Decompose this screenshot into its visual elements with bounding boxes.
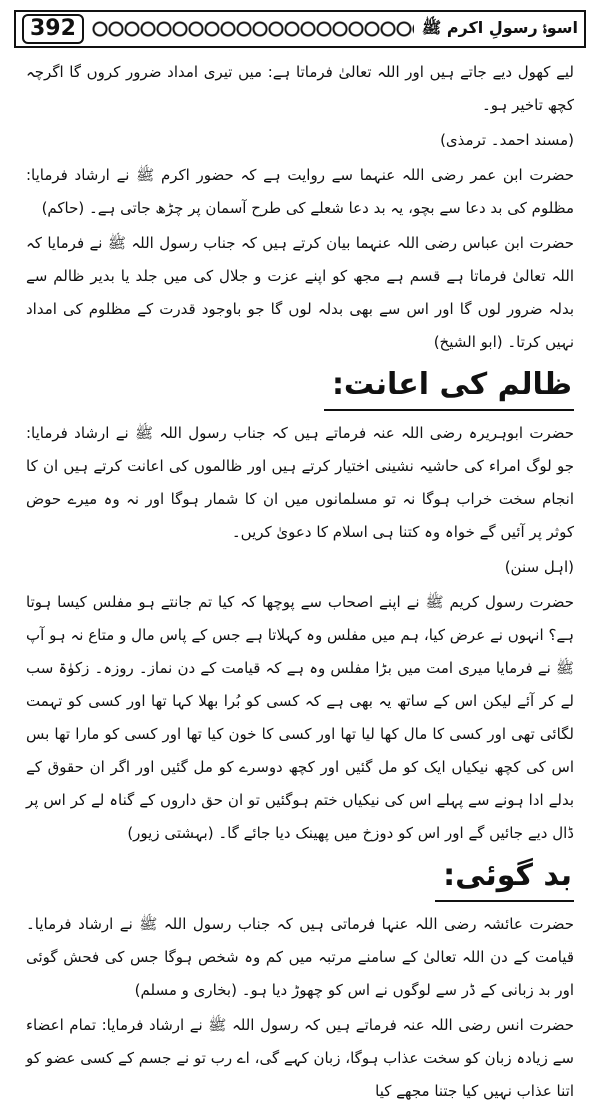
section-heading: ظالم کی اعانت:: [324, 363, 574, 411]
body-paragraph: لیے کھول دیے جاتے ہیں اور اللہ تعالیٰ فرماتا ہے: میں تیری امداد ضرور کروں گا اگرچہ کچھ تاخیر ہو۔: [26, 63, 574, 114]
page-header: [14, 10, 586, 48]
body-paragraph: حضرت انس رضی اللہ عنہ فرماتے ہیں کہ رسول اللہ ﷺ نے ارشاد فرمایا: تمام اعضاء سے زیادہ زبان کو سخت عذاب ہوگا، زبان کہے گی، اے رب تو نے جسم کے کسی عضو کو اتنا عذاب نہیں کیا جتنا مجھے کیا: [26, 1016, 574, 1100]
page-content: [26, 56, 574, 1110]
section-heading: بد گوئی:: [435, 854, 574, 902]
page-number: 392: [22, 14, 84, 44]
section-heading-wrap: [26, 854, 574, 902]
section-heading-wrap: [26, 363, 574, 411]
reference-citation: (مسند احمد۔ ترمذی): [440, 131, 574, 149]
body-paragraph: حضرت ابوہریرہ رضی اللہ عنہ فرماتے ہیں کہ جناب رسول اللہ ﷺ نے ارشاد فرمایا: جو لوگ امراء کی حاشیہ نشینی اختیار کرتے ہیں اور ظالموں کی اعانت کرتے ہیں ان کا انجام سخت خراب ہوگا نہ تو مسلمانوں میں ان کا شمار ہوگا اور نہ وہ میرے حوض کوثر پر آئیں گے خواہ وہ کتنا ہی اسلام کا دعویٰ کریں۔: [26, 424, 574, 541]
body-paragraph: حضرت رسول کریم ﷺ نے اپنے اصحاب سے پوچھا کہ کیا تم جانتے ہو مفلس کیسا ہوتا ہے؟ انہوں نے عرض کیا، ہم میں مفلس وہ کہلاتا ہے جس کے پاس مال و متاع نہ ہو آپ ﷺ نے فرمایا میری امت میں بڑا مفلس وہ ہے کہ قیامت کے دن نماز۔ روزہ۔ زکوٰۃ سب لے کر آئے لیکن اس کے ساتھ یہ بھی ہے کہ کسی کو بُرا بھلا کہا تھا اور کسی کو تہمت لگائی تھی اور کسی کا مال کھا لیا تھا اور کسی کا خون کیا تھا اور کسی کو مارا تھا بس اس کی کچھ نیکیاں ایک کو مل گئیں اور کچھ دوسرے کو مل گئیں اور اگر ان حقوق کے بدلے ادا ہونے سے پہلے اس کی نیکیاں ختم ہوگئیں تو ان حق داروں کے گناہ لے کر اس پر ڈال دیے جائیں گے اور اس کو دوزخ میں پھینک دیا جائے گا۔ (بہشتی زیور): [26, 593, 574, 842]
decorative-border-icon: [92, 17, 414, 41]
reference-citation: (اہل سنن): [504, 558, 574, 576]
body-paragraph: حضرت ابن عمر رضی اللہ عنہما سے روایت ہے کہ حضور اکرم ﷺ نے ارشاد فرمایا: مظلوم کی بد دعا سے بچو، یہ بد دعا شعلے کی طرح آسمان پر چڑھ جاتی ہے۔ (حاکم): [26, 166, 574, 217]
body-paragraph: حضرت ابن عباس رضی اللہ عنہما بیان کرتے ہیں کہ جناب رسول اللہ ﷺ نے فرمایا کہ اللہ تعالیٰ فرماتا ہے قسم ہے مجھ کو اپنے عزت و جلال کی میں جلد یا بدیر ظالم سے بدلہ ضرور لوں گا اور اس سے بھی بدلہ لوں گا جو باوجود قدرت کے مظلوم کی امداد نہیں کرتا۔ (ابو الشیخ): [26, 234, 574, 351]
body-paragraph: حضرت عائشہ رضی اللہ عنہا فرماتی ہیں کہ جناب رسول اللہ ﷺ نے ارشاد فرمایا۔ قیامت کے دن اللہ تعالیٰ کے سامنے مرتبہ میں کم وہ شخص ہوگا جس کی فحش گوئی اور بد زبانی کے ڈر سے لوگوں نے اس کو چھوڑ دیا ہو۔ (بخاری و مسلم): [26, 915, 574, 999]
book-title: اسوۂ رسولِ اکرم ﷺ: [421, 17, 578, 37]
